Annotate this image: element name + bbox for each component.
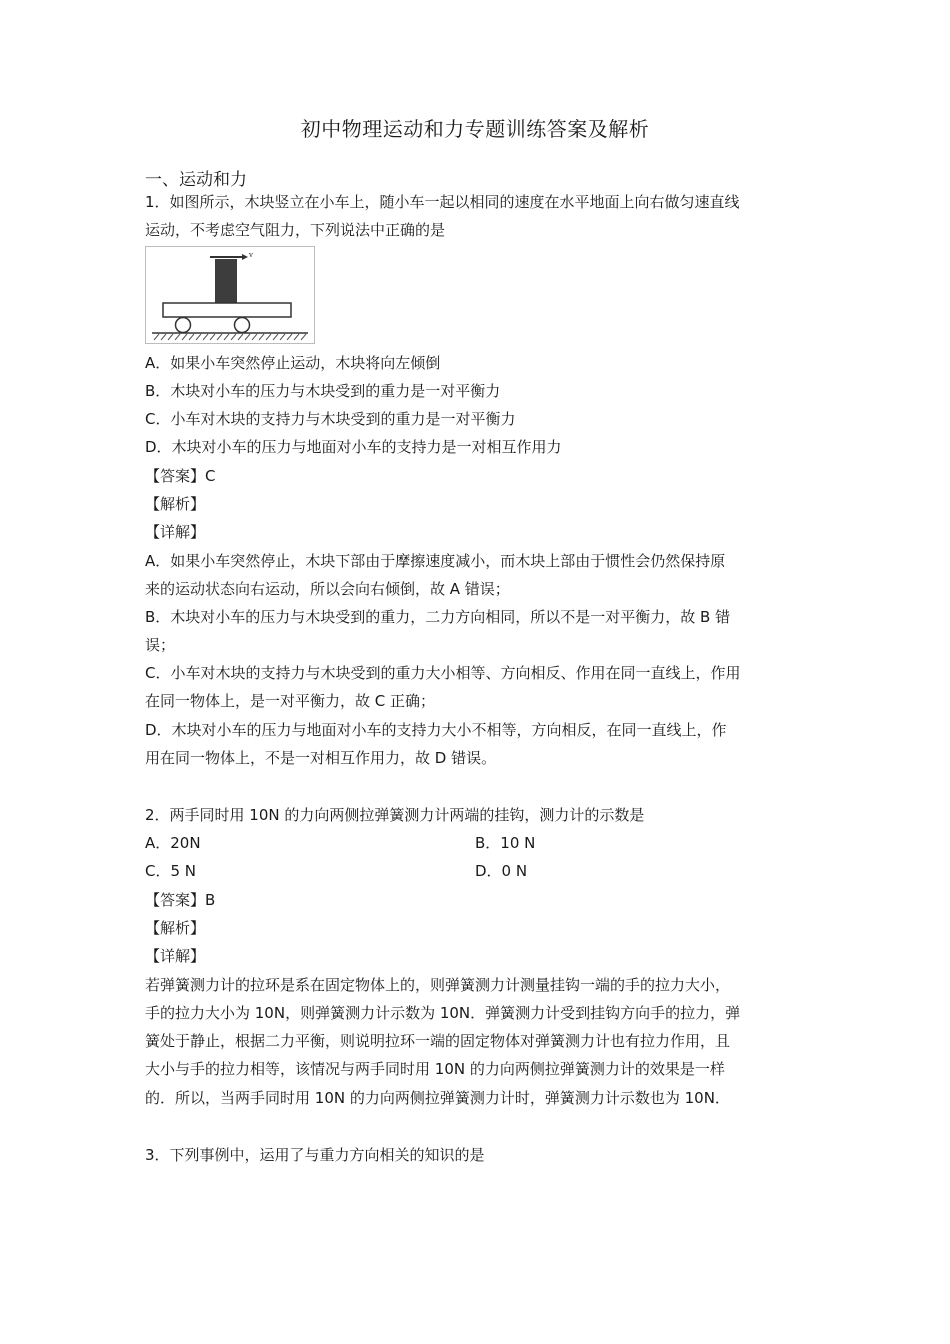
velocity-label: v: [249, 251, 253, 259]
q2-analysis-label: 【解析】: [145, 919, 206, 937]
wood-block: [215, 259, 237, 303]
q1-explanation-line: 在同一物体上，是一对平衡力，故 C 正确；: [145, 692, 436, 710]
q1-option-a: A．如果小车突然停止运动，木块将向左倾倒: [145, 354, 441, 372]
q2-explanation-line: 若弹簧测力计的拉环是系在固定物体上的，则弹簧测力计测量挂钩一端的手的拉力大小，: [145, 976, 731, 994]
q1-stem-line-2: 运动，不考虑空气阻力，下列说法中正确的是: [145, 221, 446, 239]
cart-diagram: [146, 247, 314, 343]
cart-wheel-left: [176, 318, 191, 333]
q2-option-b: B．10 N: [475, 834, 536, 852]
q3-stem: 3．下列事例中，运用了与重力方向相关的知识的是: [145, 1146, 485, 1164]
q2-stem: 2．两手同时用 10N 的力向两侧拉弹簧测力计两端的挂钩，测力计的示数是: [145, 806, 645, 824]
q2-answer: 【答案】B: [145, 891, 216, 909]
q2-explanation-line: 簧处于静止，根据二力平衡，则说明拉环一端的固定物体对弹簧测力计也有拉力作用，且: [145, 1032, 731, 1050]
q1-detail-label: 【详解】: [145, 523, 206, 541]
q1-explanation-line: 误；: [145, 636, 176, 654]
cart-body: [163, 303, 291, 317]
q2-explanation-line: 大小与手的拉力相等，该情况与两手同时用 10N 的力向两侧拉弹簧测力计的效果是一样: [145, 1060, 725, 1078]
q1-option-d: D．木块对小车的压力与地面对小车的支持力是一对相互作用力: [145, 438, 562, 456]
cart-wheel-right: [235, 318, 250, 333]
q1-explanation-line: A．如果小车突然停止，木块下部由于摩擦速度减小，而木块上部由于惯性会仍然保持原: [145, 552, 726, 570]
q2-option-d: D．0 N: [475, 862, 528, 880]
q2-option-c: C．5 N: [145, 862, 197, 880]
q1-analysis-label: 【解析】: [145, 495, 206, 513]
q1-figure-cart-with-block: [145, 246, 315, 344]
q1-stem-line-1: 1．如图所示，木块竖立在小车上，随小车一起以相同的速度在水平地面上向右做匀速直线: [145, 193, 740, 211]
q1-answer: 【答案】C: [145, 467, 216, 485]
q2-detail-label: 【详解】: [145, 947, 206, 965]
q1-explanation-line: 来的运动状态向右运动，所以会向右倾倒，故 A 错误；: [145, 580, 510, 598]
q1-option-c: C．小车对木块的支持力与木块受到的重力是一对平衡力: [145, 410, 516, 428]
ground-hatching: [154, 334, 306, 340]
q1-explanation-line: D．木块对小车的压力与地面对小车的支持力大小不相等，方向相反，在同一直线上，作: [145, 721, 727, 739]
q1-option-b: B．木块对小车的压力与木块受到的重力是一对平衡力: [145, 382, 501, 400]
section-heading: 一、运动和力: [145, 170, 247, 190]
q2-explanation-line: 的．所以，当两手同时用 10N 的力向两侧拉弹簧测力计时，弹簧测力计示数也为 10N．: [145, 1089, 730, 1107]
q1-explanation-line: B．木块对小车的压力与木块受到的重力，二力方向相同，所以不是一对平衡力，故 B 错: [145, 608, 731, 626]
q2-option-a: A．20N: [145, 834, 201, 852]
velocity-arrow-head: [242, 254, 248, 260]
q1-explanation-line: C．小车对木块的支持力与木块受到的重力大小相等、方向相反、作用在同一直线上，作用: [145, 664, 741, 682]
q2-explanation-line: 手的拉力大小为 10N，则弹簧测力计示数为 10N．弹簧测力计受到挂钩方向手的拉力，弹: [145, 1004, 741, 1022]
q1-explanation-line: 用在同一物体上，不是一对相互作用力，故 D 错误。: [145, 749, 497, 767]
page-title: 初中物理运动和力专题训练答案及解析: [300, 117, 650, 141]
